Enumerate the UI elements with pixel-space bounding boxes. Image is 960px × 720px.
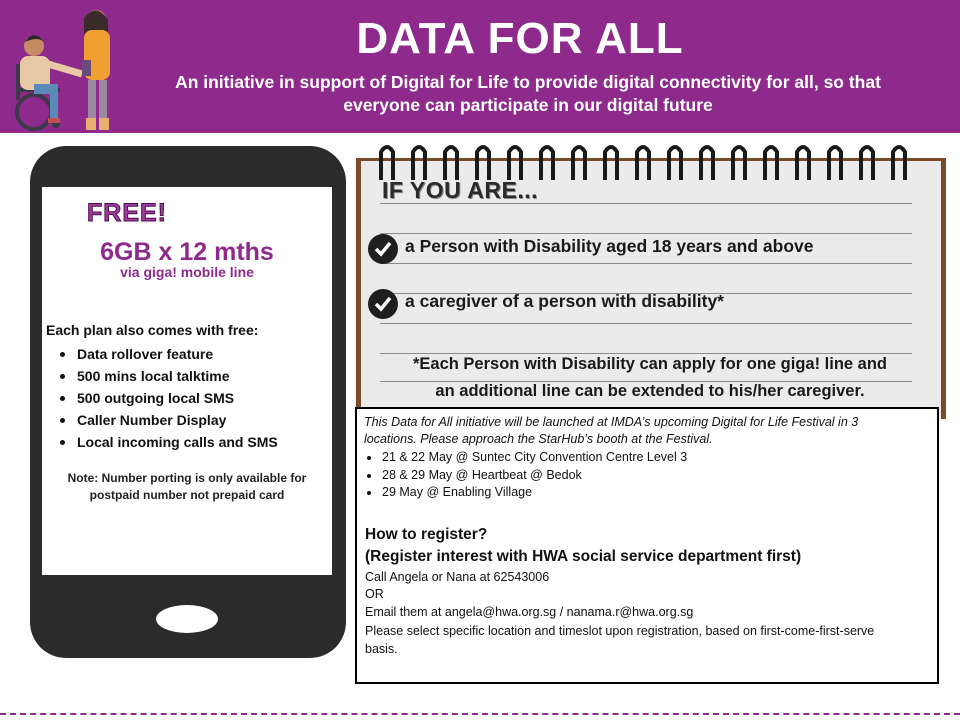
- people-illustration-icon: [4, 4, 122, 132]
- check-icon: [368, 234, 398, 264]
- list-item: 21 & 22 May @ Suntec City Convention Centre Level 3: [366, 449, 687, 467]
- free-label: FREE!: [87, 199, 167, 227]
- spiral-binding-icon: [375, 140, 925, 182]
- eligibility-heading: IF YOU ARE...: [382, 177, 539, 203]
- footnote-line: an additional line can be extended to his/her caregiver.: [435, 382, 865, 400]
- page-subtitle: [118, 71, 938, 117]
- selection-note-line: Please select specific location and timeslot upon registration, based on first-come-first-serve: [365, 624, 875, 638]
- selection-note-line: basis.: [365, 642, 398, 656]
- intro-line: locations. Please approach the StarHub’s booth at the Festival.: [364, 432, 713, 446]
- data-offer: 6GB x 12 mths: [100, 238, 274, 266]
- selection-note: [365, 622, 930, 658]
- eligibility-condition: a Person with Disability aged 18 years and above: [405, 236, 814, 256]
- list-item: 500 outgoing local SMS: [56, 387, 278, 409]
- ruled-line: [380, 263, 912, 264]
- register-subheading: (Register interest with HWA social service department first): [365, 548, 802, 565]
- list-item: Data rollover feature: [56, 343, 278, 365]
- ruled-line: [380, 233, 912, 234]
- subtitle-line: An initiative in support of Digital for Life to provide digital connectivity for all, so that: [175, 72, 881, 92]
- eligibility-footnote: [370, 351, 930, 405]
- list-item: 29 May @ Enabling Village: [366, 484, 687, 502]
- bottom-divider: [0, 713, 960, 715]
- note-line: Note: Number porting is only available for: [67, 471, 307, 485]
- list-item: 500 mins local talktime: [56, 365, 278, 387]
- list-item: Caller Number Display: [56, 409, 278, 431]
- footnote-line: *Each Person with Disability can apply for one giga! line and: [412, 355, 887, 373]
- register-heading: How to register?: [365, 526, 488, 543]
- plan-heading: Each plan also comes with free:: [46, 322, 259, 338]
- ruled-line: [380, 323, 912, 324]
- intro-text: [364, 414, 929, 448]
- or-line: OR: [365, 587, 384, 601]
- eligibility-condition: a caregiver of a person with disability*: [405, 291, 724, 311]
- list-item: Local incoming calls and SMS: [56, 431, 278, 453]
- intro-line: This Data for All initiative will be launched at IMDA’s upcoming Digital for Life Festival in 3: [364, 415, 859, 429]
- check-icon: [368, 289, 398, 319]
- phone-home-button: [156, 605, 218, 633]
- feature-list: [56, 343, 278, 453]
- page-title: DATA FOR ALL: [356, 14, 684, 63]
- list-item: 28 & 29 May @ Heartbeat @ Bedok: [366, 467, 687, 485]
- porting-note: [44, 470, 330, 504]
- email-line: Email them at angela@hwa.org.sg / nanama.r@hwa.org.sg: [365, 605, 694, 619]
- subtitle-line: everyone can participate in our digital future: [343, 95, 713, 115]
- note-line: postpaid number not prepaid card: [89, 488, 285, 502]
- via-line: via giga! mobile line: [120, 264, 254, 280]
- call-line: Call Angela or Nana at 62543006: [365, 570, 550, 584]
- location-list: [366, 449, 687, 502]
